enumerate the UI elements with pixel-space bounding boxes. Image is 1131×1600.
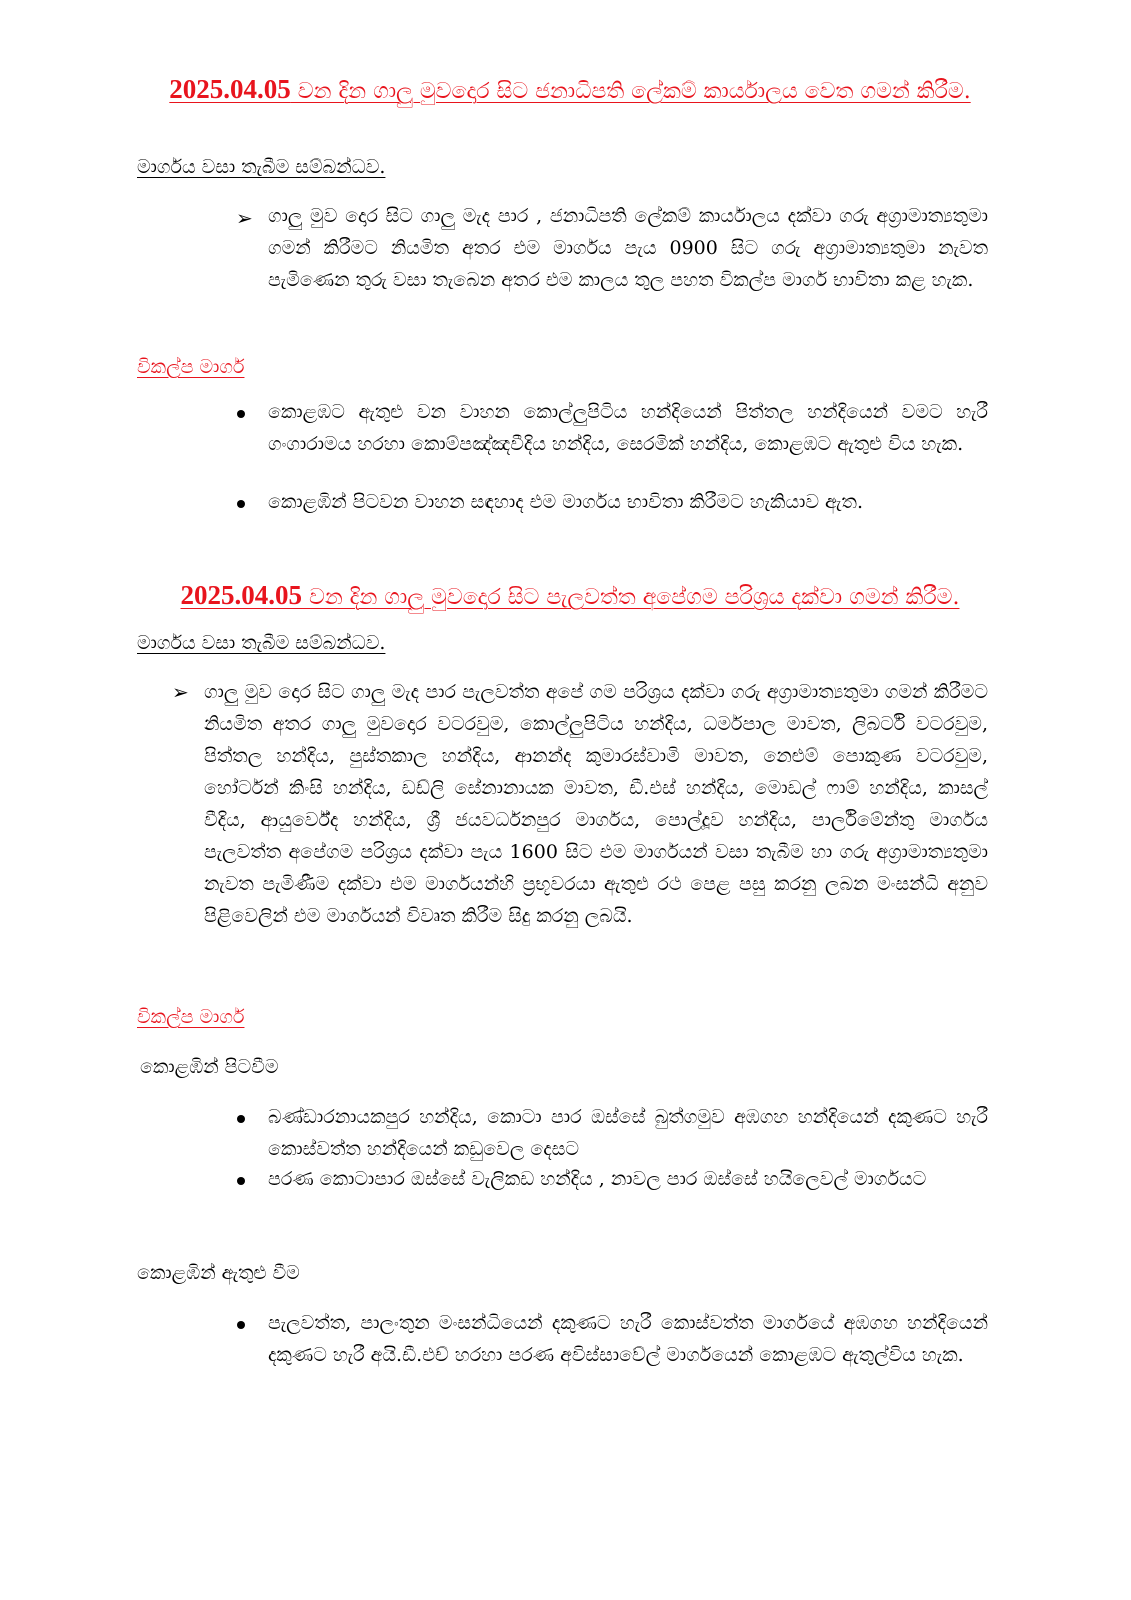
section2-heading [130, 576, 1010, 617]
section1-alt-heading: විකල්ප මාර්ග [137, 356, 245, 378]
leaving-colombo-label: කොළඹින් පිටවීම [140, 1056, 279, 1078]
section1-alt-item-1: කොළඹට ඇතුළු වන වාහන කොල්ලුපිටිය හන්දියෙන් පිත්තල හන්දියෙන් වමට හැරී ගංගාරාමය හරහා කොම්පඤ්ඤවීදිය හන්දිය, සෙරමික් හන්දිය, කොළඹට ඇතුළු විය හැක. [268, 401, 988, 455]
section1-alt-item-2: කොළඹින් පිටවන වාහන සඳහාද එම මාර්ගය භාවිතා කිරීමට හැකියාව ඇත. [268, 491, 864, 513]
section1-heading-text: වන දින ගාලු මුවදොර සිට ජනාධිපති ලේකම් කාර්යාලය වෙත ගමන් කිරීම. [290, 79, 971, 104]
section1-closure-heading: මාර්ගය වසා තැබීම සම්බන්ධව. [137, 156, 386, 178]
section2-heading-date: 2025.04.05 [180, 580, 303, 610]
round-bullet-icon [237, 410, 245, 418]
arrow-bullet-icon: ➢ [172, 680, 189, 704]
section2-closure-item: ගාලු මුව දොර සිට ගාලු මැද පාර පැලවත්ත අපේ ගම පරිශ්‍රය දක්වා ගරු අග්‍රාමාත්‍යතුමා ගමන් කිරීමට නියමිත අතර ගාලු මුවදොර වටරවුම, කොල්ලුපිටිය හන්දිය, ධර්මපාල මාවත, ලිබර්ටි වටරවුම, පිත්තල හන්දිය, පුස්තකාල හන්දිය, ආනන්ද කුමාරස්වාමි මාවත, නෙළුම් පොකුණ වටරවුම, හෝර්ටන් කිංසි හන්දිය, ඩඩ්ලි සේනානායක මාවත, ඩී.එස් හන්දිය, මොඩල් ෆාම් හන්දිය, කාසල් වීදිය, ආයුර්වේද හන්දිය, ශ්‍රී ජයවර්ධනපුර මාර්ගය, පොල්දූව හන්දිය, පාර්ලිමේන්තු මාර්ගය පැලවත්ත අපේගම පරිශ්‍රය දක්වා පැය 1600 සිට එම මාර්ගයන් වසා තැබීම හා ගරු අග්‍රාමාත්‍යතුමා නැවත පැමිණීම දක්වා එම මාර්ගයන්හි ප්‍රභූවරයා ඇතුළු රථ පෙළ පසු කරනු ලබන මංසන්ධි අනුව පිළිවෙලින් එම මාර්ගයන් විවෘත කිරීම සිදු කරනු ලබයි. [204, 681, 988, 927]
leaving-item-2: පරණ කොටාපාර ඔස්සේ වැලිකඩ හන්දිය , නාවල පාර ඔස්සේ හයිලෙවල් මාර්ගයට [268, 1168, 927, 1190]
leaving-item-1: බණ්ඩාරනායකපුර හන්දිය, කොටා පාර ඔස්සේ බුත්ගමුව අඹගහ හන්දියෙන් දකුණට හැරී කොස්වත්ත හන්දියෙන් කඩුවෙල දෙසට [268, 1106, 988, 1160]
section2-closure-heading: මාර්ගය වසා තැබීම සම්බන්ධව. [137, 632, 386, 654]
entering-colombo-label: කොළඹින් ඇතුළු වීම [137, 1262, 300, 1284]
entering-item-1: පැලවත්ත, පාලංතුන මංසන්ධියෙන් දකුණට හැරී කොස්වත්ත මාර්ගයේ අඹගහ හන්දියෙන් දකුණට හැරී අයි.ඩී.එච් හරහා පරණ අවිස්සාවේල් මාර්ගයෙන් කොළඹට ඇතුල්විය හැක. [268, 1312, 988, 1366]
round-bullet-icon [237, 1321, 245, 1329]
section2-alt-heading: විකල්ප මාර්ග [137, 1006, 245, 1028]
section2-heading-text: වන දින ගාලු මුවදොර සිට පැලවත්ත අපේගම පරිශ්‍රය දක්වා ගමන් කිරීම. [302, 585, 960, 610]
section1-heading-date: 2025.04.05 [169, 74, 291, 104]
arrow-bullet-icon: ➢ [236, 206, 253, 230]
section1-heading [130, 70, 1010, 111]
round-bullet-icon [237, 1115, 245, 1123]
round-bullet-icon [237, 1177, 245, 1185]
round-bullet-icon [237, 500, 245, 508]
section1-closure-item: ගාලු මුව දොර සිට ගාලු මැද පාර , ජනාධිපති ලේකම් කාර්යාලය දක්වා ගරු අග්‍රාමාත්‍යතුමා ගමන් කිරීමට නියමිත අතර එම මාර්ගය පැය 0900 සිට ගරු අග්‍රාමාත්‍යතුමා නැවත පැමිණෙන තුරු වසා තැබෙන අතර එම කාලය තුල පහත විකල්ප මාර්ග භාවිතා කළ හැක. [268, 205, 988, 291]
